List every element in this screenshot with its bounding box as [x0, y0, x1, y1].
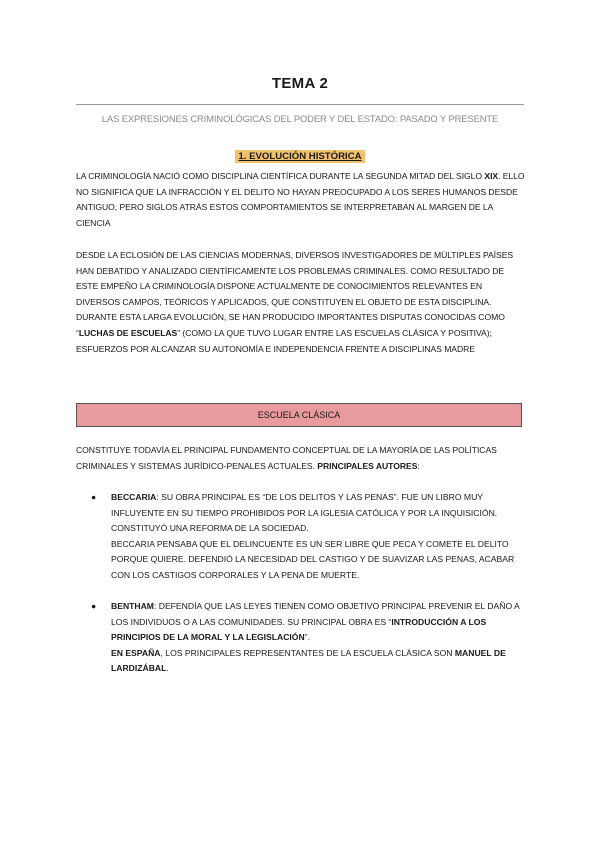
list-item: [76, 490, 528, 584]
bentham-text-1: : DEFENDÍA QUE LAS LEYES TIENEN COMO OBJETIVO PRINCIPAL PREVENIR EL DAÑO A LOS INDIVIDUOS O A LAS COMUNIDADES. SU PRINCIPAL OBRA ES “: [111, 601, 520, 627]
paragraph-escuela-clasica: [76, 443, 528, 474]
section-heading-text: 1. EVOLUCIÓN HISTÓRICA: [235, 150, 364, 163]
bullet-body: [93, 490, 528, 584]
beccaria-text-1: : SU OBRA PRINCIPAL ES “DE LOS DELITOS Y LAS PENAS”. FUE UN LIBRO MUY INFLUYENTE EN SU TIEMPO PROHIBIDOS POR LA IGLESIA CATÓLICA Y POR LA INQUISICIÓN. CONSTITUYÓ UNA REFORMA DE LA SOCIEDAD.: [111, 492, 498, 534]
spain-label: EN ESPAÑA: [111, 647, 161, 658]
title-divider: [76, 104, 524, 105]
bullet-bentham: [76, 599, 528, 677]
paragraph-origin: [76, 169, 528, 231]
author-name: BENTHAM: [111, 601, 154, 611]
bentham-text-4: .: [166, 663, 169, 674]
beccaria-text-2: BECCARIA PENSABA QUE EL DELINCUENTE ES UN SER LIBRE QUE PECA Y COMETE EL DELITO PORQUE QUIERE. DEFENDIÓ LA NECESIDAD DEL CASTIGO Y DE SUAVIZAR LAS PENAS, ACABAR CON LOS CASTIGOS CORPORALES Y LA PENA DE MUERTE.: [111, 538, 515, 580]
bentham-work: INTRODUCCIÓN A LOS PRINCIPIOS DE LA MORAL Y LA LEGISLACIÓN: [111, 616, 487, 643]
paragraph-evolution: [76, 248, 528, 357]
p2-text-c: ” (COMO LA QUE TUVO LUGAR ENTRE LAS ESCUELAS CLÁSICA Y POSITIVA); ESFUERZOS POR ALCANZAR SU AUTONOMÍA E INDEPENDENCIA FRENTE A DISCIPLINAS MADRE: [76, 327, 492, 354]
spain-representative: MANUEL DE LARDIZÁBAL: [111, 647, 506, 674]
p3-text-c: :: [417, 460, 420, 471]
p2-luchas: LUCHAS DE ESCUELAS: [78, 327, 178, 338]
section-heading: [0, 146, 600, 164]
bullet-beccaria: [76, 490, 528, 584]
list-item: [76, 599, 528, 677]
bullet-dot-icon: ●: [91, 601, 97, 611]
page-subtitle: LAS EXPRESIONES CRIMINOLÓGICAS DEL PODER Y DEL ESTADO: PASADO Y PRESENTE: [101, 113, 499, 124]
author-name: BECCARIA: [111, 492, 157, 502]
p3-text-a: CONSTITUYE TODAVÍA EL PRINCIPAL FUNDAMENTO CONCEPTUAL DE LA MAYORÍA DE LAS POLÍTICAS CRIMINALES Y SISTEMAS JURÍDICO-PENALES ACTUALES.: [76, 445, 497, 471]
bullet-dot-icon: ●: [91, 492, 97, 502]
bentham-text-3: , LOS PRINCIPALES REPRESENTANTES DE LA ESCUELA CLÁSICA SON: [160, 647, 455, 658]
bentham-text-2: ”.: [304, 632, 310, 643]
p1-century: XIX: [484, 171, 499, 181]
escuela-clasica-banner: ESCUELA CLÁSICA: [76, 403, 522, 427]
p1-text-c: . ELLO NO SIGNIFICA QUE LA INFRACCIÓN Y EL DELITO NO HAYAN PREOCUPADO A LOS SERES HUMANOS DESDE ANTIGUO, PERO SIGLOS ATRÁS ESTOS COMPORTAMIENTOS SE INTERPRETABAN AL MARGEN DE LA CIENCIA: [76, 171, 525, 228]
p1-text-a: LA CRIMINOLOGÍA NACIÓ COMO DISCIPLINA CIENTÍFICA DURANTE LA SEGUNDA MITAD DEL SIGLO: [76, 171, 485, 181]
page-title: TEMA 2: [271, 75, 329, 92]
p3-autores: PRINCIPALES AUTORES: [317, 460, 418, 471]
bullet-body: [93, 599, 528, 677]
p2-text-a: DESDE LA ECLOSIÓN DE LAS CIENCIAS MODERNAS, DIVERSOS INVESTIGADORES DE MÚLTIPLES PAÍSES HAN DEBATIDO Y ANALIZADO CIENTÍFICAMENTE LOS PROBLEMAS CRIMINALES. COMO RESULTADO DE ESTE EMPEÑO LA CRIMINOLOGÍA DISPONE ACTUALMENTE DE CONOCIMIENTOS RELEVANTES EN DIVERSOS CAMPOS, TEÓRICOS Y APLICADOS, QUE CONSTITUYEN EL OBJETO DE ESTA DISCIPLINA. DURANTE ESTA LARGA EVOLUCIÓN, SE HAN PRODUCIDO IMPORTANTES DISPUTAS CONOCIDAS COMO “: [76, 250, 514, 338]
